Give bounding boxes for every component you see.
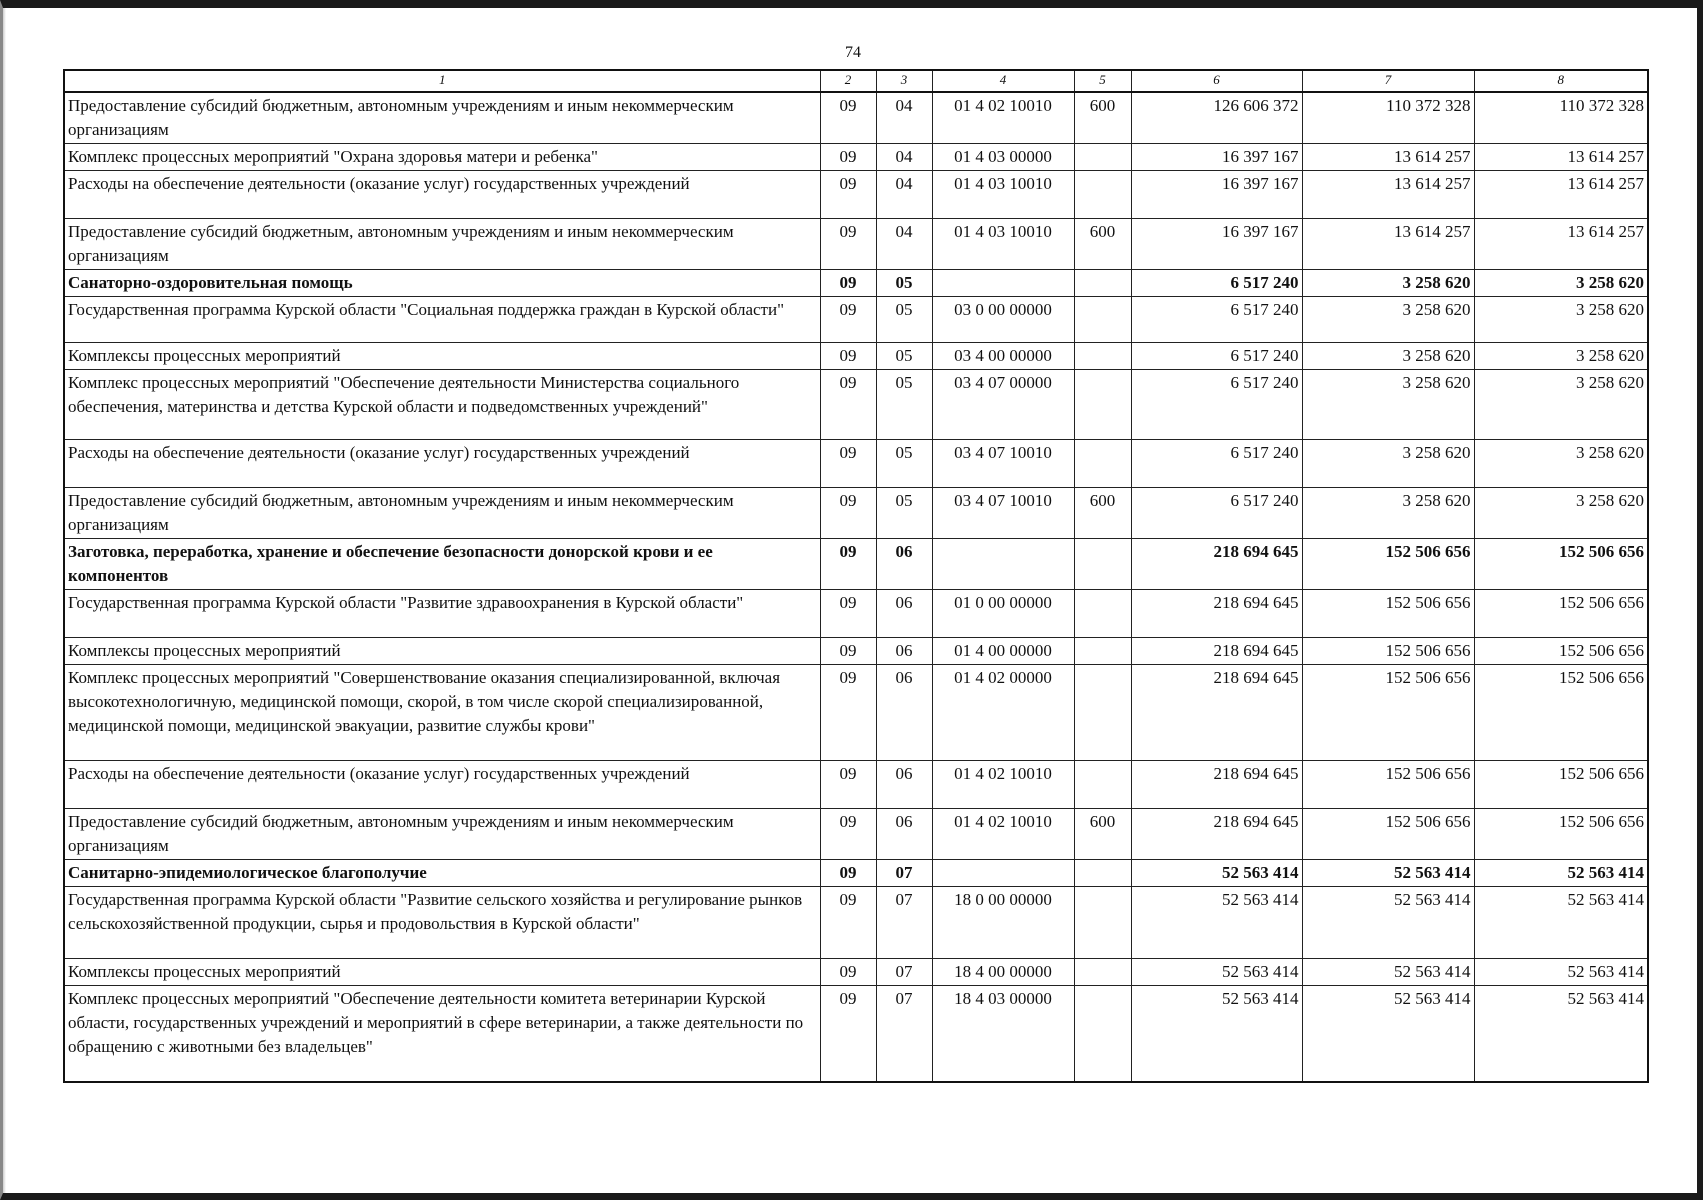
row-name-cell: Государственная программа Курской области "Развитие сельского хозяйства и регулирование рынков сельскохозяйственной продукции, сырья и продовольствия в Курской области" [64,887,820,959]
section-code-cell: 09 [820,297,876,343]
amount-year-3-cell: 152 506 656 [1474,665,1648,761]
subsection-code-cell: 04 [876,144,932,171]
amount-year-2-cell: 152 506 656 [1302,590,1474,638]
amount-year-1-cell: 218 694 645 [1131,539,1302,590]
expense-type-cell [1074,343,1131,370]
expense-type-cell [1074,270,1131,297]
amount-year-2-cell: 13 614 257 [1302,144,1474,171]
section-code-cell: 09 [820,638,876,665]
amount-year-1-cell: 218 694 645 [1131,665,1302,761]
table-row [64,171,1648,219]
amount-year-2-cell: 152 506 656 [1302,665,1474,761]
amount-year-3-cell: 52 563 414 [1474,959,1648,986]
row-name-cell: Комплексы процессных мероприятий [64,638,820,665]
section-code-cell: 09 [820,219,876,270]
section-code-cell: 09 [820,343,876,370]
row-name-cell: Предоставление субсидий бюджетным, автономным учреждениям и иным некоммерческим организациям [64,219,820,270]
table-row [64,959,1648,986]
expense-type-cell [1074,959,1131,986]
table-row [64,590,1648,638]
page-number: 74 [845,44,861,61]
subsection-code-cell: 04 [876,92,932,144]
section-code-cell: 09 [820,171,876,219]
budget-table [63,69,1649,1083]
expense-type-cell [1074,539,1131,590]
amount-year-3-cell: 52 563 414 [1474,860,1648,887]
column-number: 7 [1302,70,1474,92]
amount-year-3-cell: 52 563 414 [1474,887,1648,959]
section-code-cell: 09 [820,488,876,539]
row-name-cell: Комплекс процессных мероприятий "Совершенствование оказания специализированной, включая высокотехнологичную, медицинской помощи, скорой, в том числе скорой специализированной, медицинской помощи, медицинской эвакуации, развитие службы крови" [64,665,820,761]
amount-year-2-cell: 3 258 620 [1302,297,1474,343]
expense-type-cell: 600 [1074,488,1131,539]
row-name-cell: Расходы на обеспечение деятельности (оказание услуг) государственных учреждений [64,440,820,488]
amount-year-2-cell: 3 258 620 [1302,343,1474,370]
subsection-code-cell: 06 [876,665,932,761]
target-article-cell: 01 4 02 10010 [932,761,1074,809]
target-article-cell: 01 4 03 00000 [932,144,1074,171]
table-row [64,92,1648,144]
expense-type-cell [1074,590,1131,638]
table-row [64,539,1648,590]
expense-type-cell [1074,144,1131,171]
amount-year-1-cell: 52 563 414 [1131,860,1302,887]
table-row [64,665,1648,761]
subsection-code-cell: 07 [876,959,932,986]
subsection-code-cell: 04 [876,171,932,219]
amount-year-1-cell: 52 563 414 [1131,959,1302,986]
amount-year-2-cell: 13 614 257 [1302,219,1474,270]
row-name-cell: Санитарно-эпидемиологическое благополучие [64,860,820,887]
amount-year-2-cell: 110 372 328 [1302,92,1474,144]
amount-year-2-cell: 3 258 620 [1302,270,1474,297]
amount-year-2-cell: 152 506 656 [1302,539,1474,590]
amount-year-2-cell: 152 506 656 [1302,809,1474,860]
expense-type-cell [1074,440,1131,488]
amount-year-3-cell: 3 258 620 [1474,343,1648,370]
table-row [64,440,1648,488]
amount-year-1-cell: 6 517 240 [1131,297,1302,343]
amount-year-3-cell: 152 506 656 [1474,761,1648,809]
section-code-cell: 09 [820,590,876,638]
section-code-cell: 09 [820,539,876,590]
target-article-cell: 01 4 00 00000 [932,638,1074,665]
table-row [64,860,1648,887]
subsection-code-cell: 06 [876,761,932,809]
amount-year-3-cell: 52 563 414 [1474,986,1648,1082]
amount-year-3-cell: 3 258 620 [1474,270,1648,297]
section-code-cell: 09 [820,370,876,440]
row-name-cell: Предоставление субсидий бюджетным, автономным учреждениям и иным некоммерческим организациям [64,92,820,144]
target-article-cell: 18 4 00 00000 [932,959,1074,986]
section-code-cell: 09 [820,959,876,986]
subsection-code-cell: 05 [876,270,932,297]
amount-year-3-cell: 152 506 656 [1474,590,1648,638]
subsection-code-cell: 05 [876,488,932,539]
column-number: 3 [876,70,932,92]
table-row [64,144,1648,171]
table-row [64,638,1648,665]
expense-type-cell: 600 [1074,219,1131,270]
amount-year-3-cell: 152 506 656 [1474,638,1648,665]
table-row [64,887,1648,959]
amount-year-1-cell: 218 694 645 [1131,638,1302,665]
amount-year-3-cell: 3 258 620 [1474,440,1648,488]
section-code-cell: 09 [820,860,876,887]
subsection-code-cell: 06 [876,590,932,638]
column-number-row [64,70,1648,92]
table-row [64,370,1648,440]
target-article-cell: 03 4 07 10010 [932,440,1074,488]
amount-year-1-cell: 218 694 645 [1131,761,1302,809]
table-row [64,488,1648,539]
amount-year-1-cell: 52 563 414 [1131,986,1302,1082]
expense-type-cell [1074,986,1131,1082]
section-code-cell: 09 [820,761,876,809]
section-code-cell: 09 [820,144,876,171]
subsection-code-cell: 05 [876,440,932,488]
row-name-cell: Заготовка, переработка, хранение и обеспечение безопасности донорской крови и ее компонентов [64,539,820,590]
amount-year-3-cell: 13 614 257 [1474,171,1648,219]
section-code-cell: 09 [820,986,876,1082]
target-article-cell [932,270,1074,297]
table-row [64,343,1648,370]
table-row [64,761,1648,809]
subsection-code-cell: 07 [876,887,932,959]
column-number: 4 [932,70,1074,92]
amount-year-2-cell: 52 563 414 [1302,887,1474,959]
amount-year-1-cell: 52 563 414 [1131,887,1302,959]
target-article-cell: 01 4 03 10010 [932,171,1074,219]
amount-year-1-cell: 6 517 240 [1131,440,1302,488]
amount-year-1-cell: 6 517 240 [1131,270,1302,297]
target-article-cell: 03 0 00 00000 [932,297,1074,343]
amount-year-1-cell: 16 397 167 [1131,219,1302,270]
amount-year-2-cell: 152 506 656 [1302,638,1474,665]
amount-year-1-cell: 218 694 645 [1131,590,1302,638]
target-article-cell: 03 4 07 10010 [932,488,1074,539]
target-article-cell: 18 4 03 00000 [932,986,1074,1082]
amount-year-2-cell: 52 563 414 [1302,959,1474,986]
subsection-code-cell: 04 [876,219,932,270]
amount-year-2-cell: 13 614 257 [1302,171,1474,219]
expense-type-cell [1074,761,1131,809]
subsection-code-cell: 05 [876,297,932,343]
row-name-cell: Расходы на обеспечение деятельности (оказание услуг) государственных учреждений [64,761,820,809]
column-number: 2 [820,70,876,92]
target-article-cell: 01 4 02 10010 [932,92,1074,144]
target-article-cell: 01 4 02 00000 [932,665,1074,761]
amount-year-3-cell: 3 258 620 [1474,297,1648,343]
subsection-code-cell: 05 [876,370,932,440]
amount-year-1-cell: 16 397 167 [1131,144,1302,171]
row-name-cell: Санаторно-оздоровительная помощь [64,270,820,297]
column-number: 6 [1131,70,1302,92]
amount-year-3-cell: 3 258 620 [1474,370,1648,440]
column-number: 5 [1074,70,1131,92]
table-row [64,809,1648,860]
table-row [64,219,1648,270]
row-name-cell: Комплексы процессных мероприятий [64,959,820,986]
expense-type-cell [1074,665,1131,761]
section-code-cell: 09 [820,92,876,144]
row-name-cell: Расходы на обеспечение деятельности (оказание услуг) государственных учреждений [64,171,820,219]
expense-type-cell: 600 [1074,92,1131,144]
column-number: 8 [1474,70,1648,92]
amount-year-3-cell: 13 614 257 [1474,144,1648,171]
amount-year-3-cell: 152 506 656 [1474,539,1648,590]
table-body [64,92,1648,1082]
subsection-code-cell: 05 [876,343,932,370]
expense-type-cell [1074,860,1131,887]
expense-type-cell [1074,887,1131,959]
target-article-cell [932,860,1074,887]
section-code-cell: 09 [820,887,876,959]
section-code-cell: 09 [820,440,876,488]
row-name-cell: Комплекс процессных мероприятий "Обеспечение деятельности Министерства социального обеспечения, материнства и детства Курской области и подведомственных учреждений" [64,370,820,440]
table-row [64,986,1648,1082]
target-article-cell: 03 4 07 00000 [932,370,1074,440]
amount-year-1-cell: 218 694 645 [1131,809,1302,860]
target-article-cell: 01 4 02 10010 [932,809,1074,860]
section-code-cell: 09 [820,665,876,761]
amount-year-1-cell: 126 606 372 [1131,92,1302,144]
subsection-code-cell: 06 [876,809,932,860]
amount-year-2-cell: 52 563 414 [1302,860,1474,887]
target-article-cell: 18 0 00 00000 [932,887,1074,959]
section-code-cell: 09 [820,270,876,297]
subsection-code-cell: 06 [876,638,932,665]
target-article-cell: 01 4 03 10010 [932,219,1074,270]
amount-year-3-cell: 110 372 328 [1474,92,1648,144]
row-name-cell: Предоставление субсидий бюджетным, автономным учреждениям и иным некоммерческим организациям [64,488,820,539]
target-article-cell [932,539,1074,590]
subsection-code-cell: 07 [876,860,932,887]
row-name-cell: Государственная программа Курской области "Развитие здравоохранения в Курской области" [64,590,820,638]
target-article-cell: 03 4 00 00000 [932,343,1074,370]
amount-year-2-cell: 3 258 620 [1302,370,1474,440]
amount-year-1-cell: 6 517 240 [1131,370,1302,440]
expense-type-cell [1074,638,1131,665]
amount-year-2-cell: 52 563 414 [1302,986,1474,1082]
amount-year-3-cell: 3 258 620 [1474,488,1648,539]
amount-year-2-cell: 3 258 620 [1302,440,1474,488]
target-article-cell: 01 0 00 00000 [932,590,1074,638]
row-name-cell: Комплексы процессных мероприятий [64,343,820,370]
scan-edge-shadow [0,0,6,1200]
amount-year-2-cell: 152 506 656 [1302,761,1474,809]
section-code-cell: 09 [820,809,876,860]
amount-year-1-cell: 6 517 240 [1131,343,1302,370]
column-number: 1 [64,70,820,92]
subsection-code-cell: 07 [876,986,932,1082]
row-name-cell: Предоставление субсидий бюджетным, автономным учреждениям и иным некоммерческим организациям [64,809,820,860]
row-name-cell: Комплекс процессных мероприятий "Охрана здоровья матери и ребенка" [64,144,820,171]
table-row [64,270,1648,297]
row-name-cell: Государственная программа Курской области "Социальная поддержка граждан в Курской области" [64,297,820,343]
amount-year-1-cell: 6 517 240 [1131,488,1302,539]
expense-type-cell [1074,171,1131,219]
amount-year-3-cell: 13 614 257 [1474,219,1648,270]
expense-type-cell: 600 [1074,809,1131,860]
subsection-code-cell: 06 [876,539,932,590]
amount-year-2-cell: 3 258 620 [1302,488,1474,539]
expense-type-cell [1074,370,1131,440]
amount-year-1-cell: 16 397 167 [1131,171,1302,219]
amount-year-3-cell: 152 506 656 [1474,809,1648,860]
expense-type-cell [1074,297,1131,343]
row-name-cell: Комплекс процессных мероприятий "Обеспечение деятельности комитета ветеринарии Курской области, государственных учреждений и мероприятий в сфере ветеринарии, а также деятельности по обращению с животными без владельцев" [64,986,820,1082]
table-row [64,297,1648,343]
